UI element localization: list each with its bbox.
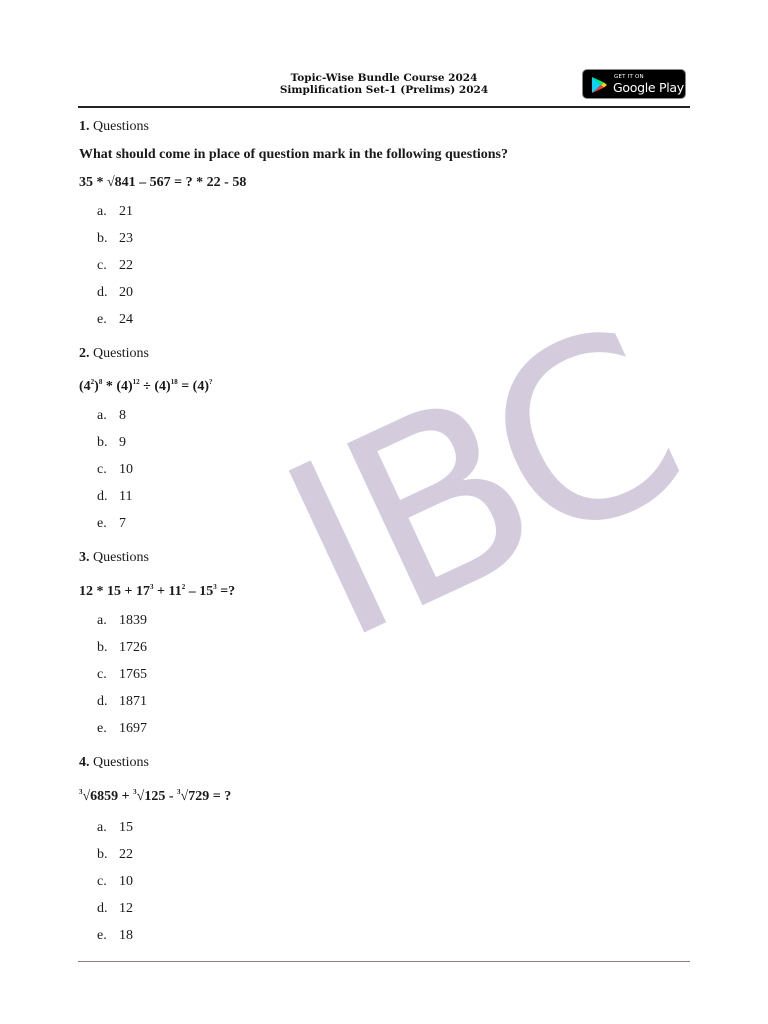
option-c[interactable]: c. 22 <box>97 258 133 273</box>
question-heading <box>79 549 691 567</box>
question-number: 2. <box>79 346 90 361</box>
option-b[interactable]: b. 9 <box>97 435 126 450</box>
course-title: Topic-Wise Bundle Course 2024 <box>290 72 478 84</box>
question-number: 3. <box>79 550 90 565</box>
option-d[interactable]: d. 12 <box>97 901 133 916</box>
option-d[interactable]: d. 11 <box>97 489 133 504</box>
option-a[interactable]: a. 8 <box>97 408 126 423</box>
question-4 <box>79 754 691 949</box>
question-2 <box>79 345 691 537</box>
question-number: 4. <box>79 755 90 770</box>
google-play-icon <box>590 76 608 94</box>
question-1 <box>79 118 691 333</box>
watermark-text: IBC <box>246 274 715 696</box>
question-stem: 35 * √841 – 567 = ? * 22 - 58 <box>79 175 247 190</box>
badge-big-text: Google Play <box>613 80 684 95</box>
option-c[interactable]: c. 10 <box>97 874 133 889</box>
google-play-badge[interactable] <box>582 69 686 99</box>
option-a[interactable]: a. 15 <box>97 820 133 835</box>
question-label: Questions <box>93 119 149 134</box>
option-e[interactable]: e. 1697 <box>97 721 147 736</box>
question-label: Questions <box>93 346 149 361</box>
option-b[interactable]: b. 1726 <box>97 640 147 655</box>
option-list <box>79 198 691 333</box>
option-e[interactable]: e. 7 <box>97 516 126 531</box>
option-c[interactable]: c. 1765 <box>97 667 147 682</box>
question-heading <box>79 754 691 772</box>
option-e[interactable]: e. 24 <box>97 312 133 327</box>
option-a[interactable]: a. 21 <box>97 204 133 219</box>
option-list <box>79 607 691 742</box>
question-number: 1. <box>79 119 90 134</box>
badge-small-text: GET IT ON <box>614 74 644 80</box>
question-label: Questions <box>93 550 149 565</box>
footer-divider <box>78 961 690 962</box>
question-3 <box>79 549 691 742</box>
option-c[interactable]: c. 10 <box>97 462 133 477</box>
option-a[interactable]: a. 1839 <box>97 613 147 628</box>
option-b[interactable]: b. 23 <box>97 231 133 246</box>
option-e[interactable]: e. 18 <box>97 928 133 943</box>
option-d[interactable]: d. 1871 <box>97 694 147 709</box>
option-b[interactable]: b. 22 <box>97 847 133 862</box>
header-divider <box>78 106 690 108</box>
page-header <box>78 68 690 108</box>
option-list <box>79 814 691 949</box>
set-title: Simplification Set-1 (Prelims) 2024 <box>279 84 489 96</box>
question-stem: $12 * 15 + 17^3 + 11^2 - 15^3$ =? <box>79 583 236 599</box>
instruction: What should come in place of question mark in the following questions? <box>79 147 508 162</box>
question-label: Questions <box>93 755 149 770</box>
option-d[interactable]: d. 20 <box>97 285 133 300</box>
question-stem: $(4^2)^8 * (4)^{12} \div (4)^{18} = (4)^?$ <box>79 378 213 394</box>
question-heading <box>79 345 691 363</box>
question-list <box>79 118 691 949</box>
question-heading <box>79 118 691 136</box>
question-stem: $^3$√6859 + $^3$√125 - $^3$√729 = ? <box>79 788 232 804</box>
option-list <box>79 402 691 537</box>
